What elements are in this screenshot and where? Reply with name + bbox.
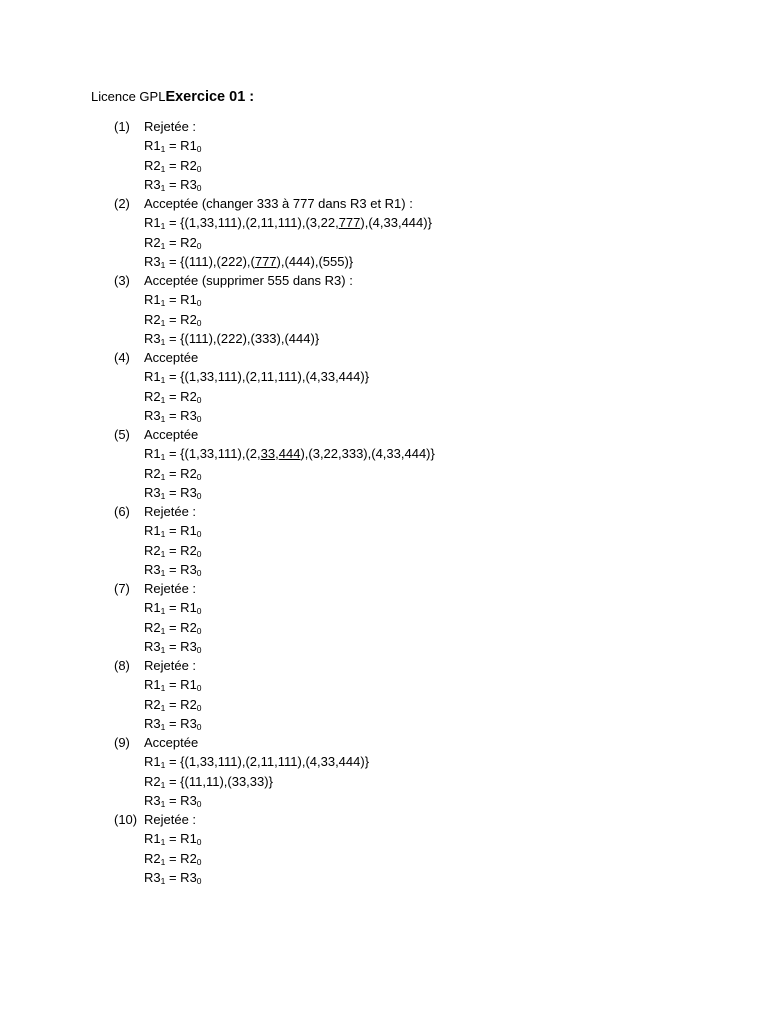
item-number: (9) [114,735,130,750]
relation-subscript: 1 [160,452,166,463]
relation-subscript: 0 [196,721,202,732]
relation-subscript: 0 [196,606,202,617]
page-header [91,87,254,107]
verdict-line [144,656,435,675]
relation-name: R3 [144,638,161,654]
verdict-text: Acceptée [144,427,199,442]
item-number: (2) [114,196,130,211]
relation-line [144,637,435,656]
relation-line [144,213,435,232]
relation-subscript: 0 [196,625,202,636]
relation-line [144,695,435,714]
list-item [114,117,435,194]
relation-value: = {(1,33,111),(2, [165,446,261,462]
verdict-line [144,271,435,290]
relation-value: = {(11,11),(33,33)} [165,773,273,789]
item-number: (3) [114,273,130,288]
relation-line [144,310,435,329]
verdict-line [144,194,435,213]
relation-equals: = R1 [165,600,197,616]
relation-equals: = R3 [165,484,197,500]
relation-subscript: 1 [160,625,166,636]
relation-equals: = R2 [165,619,197,635]
relation-subscript: 0 [196,163,202,174]
relation-subscript: 1 [160,471,166,482]
relation-line [144,290,435,309]
relation-subscript: 0 [196,529,202,540]
relation-subscript: 0 [196,298,202,309]
relation-name: R3 [144,561,161,577]
relation-subscript: 1 [160,606,166,617]
relation-equals: = R2 [165,157,197,173]
relation-name: R1 [144,446,161,462]
relation-line [144,367,435,386]
relation-name: R1 [144,754,161,770]
relation-name: R2 [144,850,161,866]
relation-line [144,560,435,579]
relation-subscript: 1 [160,490,166,501]
relation-value: ),(3,22,333),(4,33,444)} [300,446,435,462]
relation-name: R1 [144,369,161,385]
relation-value: , [275,446,279,462]
list-item [114,194,435,271]
relation-subscript: 0 [196,182,202,193]
relation-equals: = R1 [165,138,197,154]
relation-subscript: 1 [160,240,166,251]
item-number: (10) [114,812,138,827]
relation-line [144,752,435,771]
verdict-text: Acceptée (supprimer 555 dans R3) : [144,273,353,288]
relation-line [144,714,435,733]
relation-subscript: 1 [160,259,166,270]
relation-equals: = R2 [165,388,197,404]
relation-name: R2 [144,388,161,404]
relation-equals: = R2 [165,542,197,558]
list-item [114,502,435,579]
relation-line [144,829,435,848]
relation-subscript: 1 [160,394,166,405]
underlined-value: 777 [338,215,361,231]
relation-subscript: 1 [160,567,166,578]
relation-equals: = R2 [165,311,197,327]
item-number: (7) [114,581,130,596]
verdict-text: Rejetée : [144,119,197,134]
relation-subscript: 1 [160,163,166,174]
list-item [114,656,435,733]
relation-equals: = R3 [165,792,197,808]
relation-subscript: 1 [160,721,166,732]
relation-name: R1 [144,677,161,693]
answer-list [114,117,435,887]
relation-equals: = R2 [165,696,197,712]
relation-subscript: 1 [160,317,166,328]
relation-equals: = R3 [165,176,197,192]
relation-subscript: 0 [196,240,202,251]
verdict-line [144,117,435,136]
relation-name: R3 [144,407,161,423]
relation-name: R3 [144,484,161,500]
verdict-text: Rejetée : [144,812,197,827]
relation-value: = {(111),(222),( [165,253,255,269]
relation-name: R3 [144,715,161,731]
relation-line [144,791,435,810]
relation-value: = {(1,33,111),(2,11,111),(4,33,444)} [165,754,370,770]
relation-equals: = R2 [165,465,197,481]
relation-name: R1 [144,215,161,231]
relation-equals: = R1 [165,677,197,693]
relation-subscript: 1 [160,760,166,771]
list-item [114,425,435,502]
relation-value: = {(111),(222),(333),(444)} [165,330,320,346]
relation-equals: = R1 [165,292,197,308]
relation-name: R2 [144,619,161,635]
verdict-line [144,348,435,367]
relation-equals: = R2 [165,850,197,866]
relation-subscript: 1 [160,798,166,809]
item-number: (4) [114,350,130,365]
relation-subscript: 1 [160,644,166,655]
verdict-text: Rejetée : [144,581,197,596]
item-number: (8) [114,658,130,673]
relation-line [144,156,435,175]
relation-equals: = R3 [165,715,197,731]
item-number: (6) [114,504,130,519]
verdict-text: Rejetée : [144,504,197,519]
list-item [114,733,435,810]
relation-line [144,252,435,271]
relation-subscript: 0 [196,702,202,713]
list-item [114,810,435,887]
verdict-text: Acceptée (changer 333 à 777 dans R3 et R1) : [144,196,413,211]
relation-subscript: 1 [160,856,166,867]
list-item [114,271,435,348]
relation-value: = {(1,33,111),(2,11,111),(4,33,444)} [165,369,370,385]
relation-subscript: 0 [196,798,202,809]
verdict-line [144,425,435,444]
relation-name: R2 [144,157,161,173]
relation-subscript: 1 [160,221,166,232]
relation-subscript: 0 [196,644,202,655]
relation-name: R3 [144,792,161,808]
relation-subscript: 1 [160,683,166,694]
list-item [114,579,435,656]
relation-subscript: 0 [196,413,202,424]
verdict-line [144,810,435,829]
relation-name: R1 [144,831,161,847]
relation-subscript: 1 [160,182,166,193]
relation-subscript: 0 [196,875,202,886]
relation-line [144,444,435,463]
relation-name: R2 [144,465,161,481]
relation-equals: = R1 [165,831,197,847]
relation-line [144,675,435,694]
underlined-value: 33 [260,446,276,462]
relation-subscript: 0 [196,394,202,405]
relation-equals: = R3 [165,407,197,423]
relation-equals: = R1 [165,523,197,539]
relation-line [144,406,435,425]
relation-line [144,618,435,637]
relation-subscript: 0 [196,144,202,155]
verdict-text: Acceptée [144,735,199,750]
relation-subscript: 1 [160,375,166,386]
licence-label: Licence GPL [91,89,166,104]
relation-line [144,233,435,252]
relation-line [144,868,435,887]
list-item [114,348,435,425]
verdict-line [144,579,435,598]
relation-name: R3 [144,869,161,885]
relation-subscript: 0 [196,856,202,867]
relation-subscript: 1 [160,336,166,347]
relation-name: R3 [144,330,161,346]
relation-name: R2 [144,773,161,789]
relation-name: R3 [144,176,161,192]
relation-subscript: 0 [196,837,202,848]
relation-subscript: 1 [160,548,166,559]
relation-subscript: 1 [160,875,166,886]
relation-subscript: 0 [196,567,202,578]
relation-line [144,849,435,868]
relation-line [144,483,435,502]
item-number: (1) [114,119,130,134]
relation-equals: = R3 [165,561,197,577]
verdict-text: Rejetée : [144,658,197,673]
relation-name: R2 [144,234,161,250]
relation-line [144,464,435,483]
relation-name: R1 [144,138,161,154]
relation-subscript: 0 [196,548,202,559]
relation-line [144,136,435,155]
underlined-value: 777 [254,253,277,269]
relation-line [144,521,435,540]
relation-name: R2 [144,696,161,712]
relation-subscript: 0 [196,490,202,501]
relation-subscript: 1 [160,298,166,309]
verdict-line [144,502,435,521]
relation-equals: = R2 [165,234,197,250]
item-number: (5) [114,427,130,442]
relation-subscript: 1 [160,702,166,713]
relation-equals: = R3 [165,869,197,885]
relation-line [144,175,435,194]
verdict-line [144,733,435,752]
relation-subscript: 1 [160,529,166,540]
relation-name: R1 [144,523,161,539]
underlined-value: 444 [278,446,301,462]
exercise-title: Exercice 01 : [165,89,255,105]
relation-equals: = R3 [165,638,197,654]
relation-value: = {(1,33,111),(2,11,111),(3,22, [165,215,339,231]
verdict-text: Acceptée [144,350,199,365]
relation-subscript: 0 [196,471,202,482]
relation-subscript: 1 [160,837,166,848]
relation-subscript: 0 [196,317,202,328]
relation-name: R2 [144,311,161,327]
relation-line [144,387,435,406]
relation-subscript: 1 [160,413,166,424]
relation-value: ),(444),(555)} [276,253,354,269]
relation-line [144,329,435,348]
relation-line [144,772,435,791]
relation-value: ),(4,33,444)} [360,215,432,231]
relation-subscript: 1 [160,144,166,155]
relation-subscript: 1 [160,779,166,790]
relation-name: R3 [144,253,161,269]
relation-line [144,541,435,560]
relation-line [144,598,435,617]
relation-name: R1 [144,600,161,616]
relation-name: R1 [144,292,161,308]
relation-subscript: 0 [196,683,202,694]
relation-name: R2 [144,542,161,558]
